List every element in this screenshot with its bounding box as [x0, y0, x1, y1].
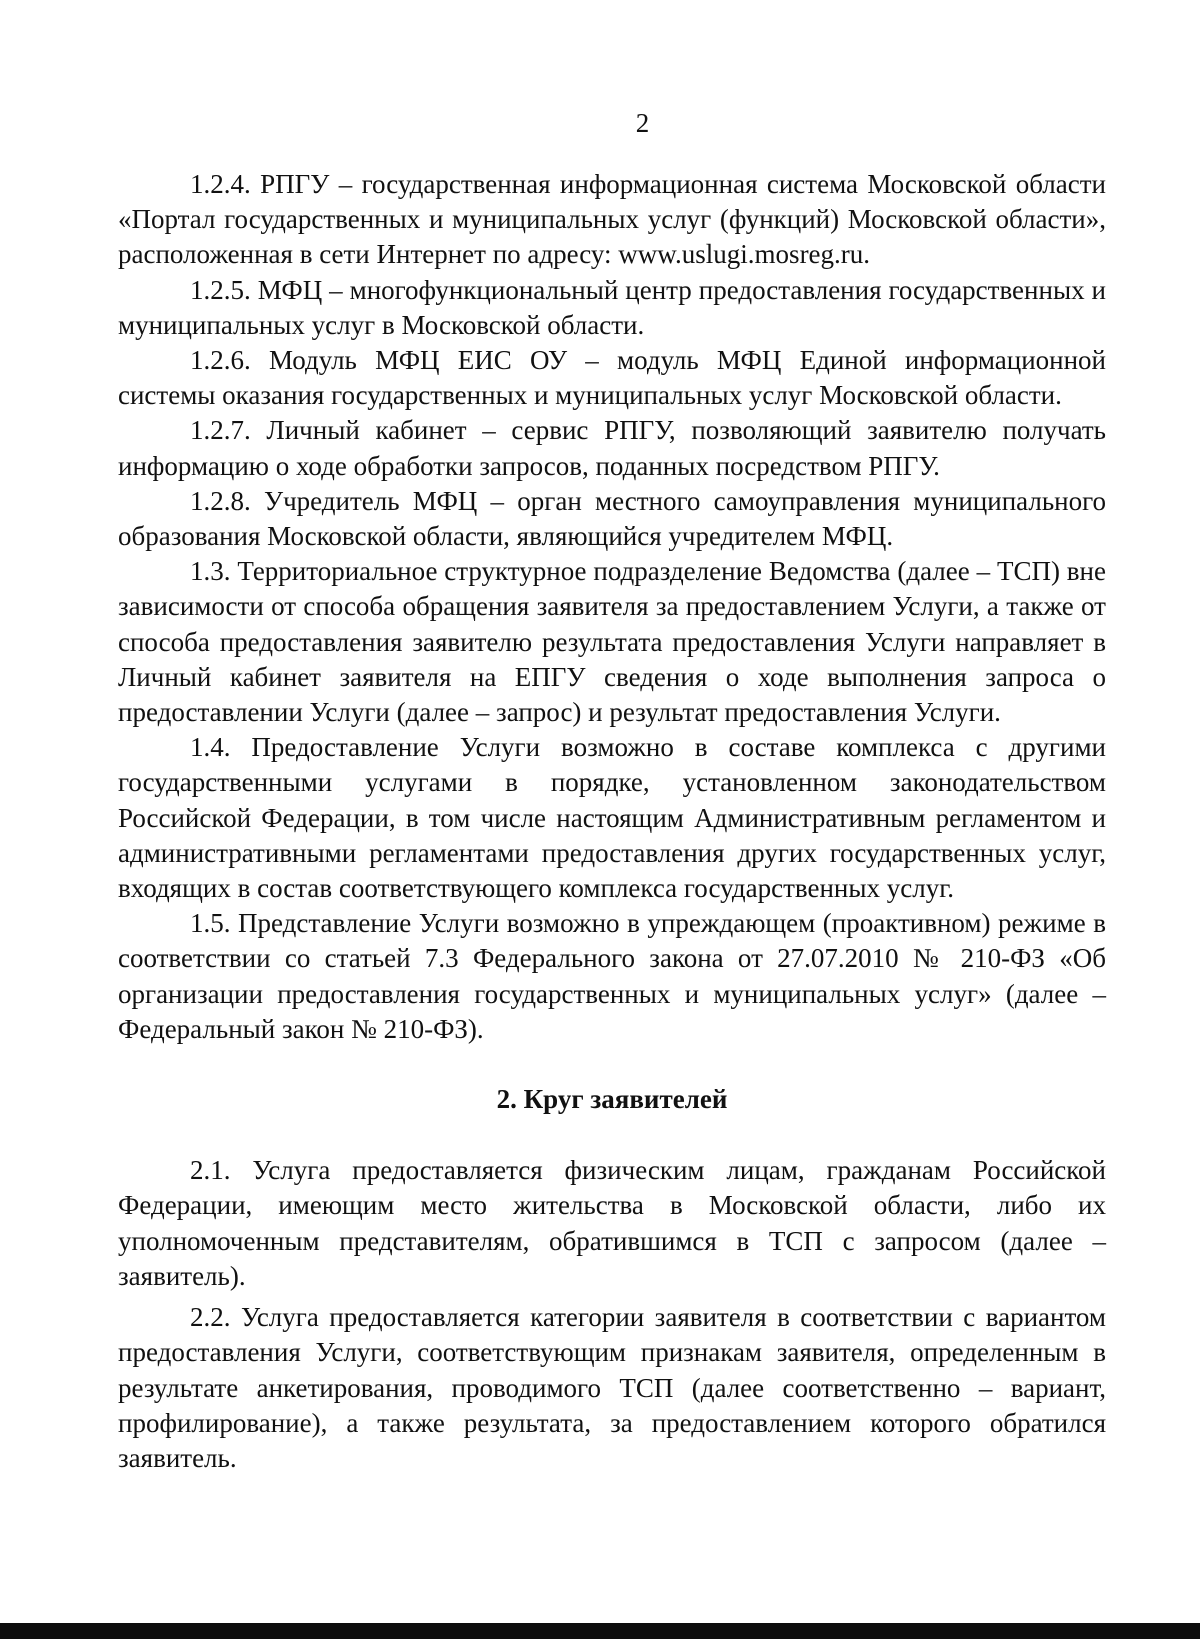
page-number: 2 [635, 108, 650, 138]
scan-bottom-edge [0, 1623, 1200, 1639]
document-body [118, 167, 1106, 1476]
paragraph-1-5: 1.5. Представление Услуги возможно в упреждающем (проактивном) режиме в соответствии со статьей 7.3 Федерального закона от 27.07.2010 № 210-ФЗ «Об организации предоставления государственных и муниципальных услуг» (далее – Федеральный закон № 210-ФЗ). [118, 908, 1106, 1044]
paragraph-1-4: 1.4. Предоставление Услуги возможно в составе комплекса с другими государственными услугами в порядке, установленном законодательством Российской Федерации, в том числе настоящим Административным регламентом и административными регламентами предоставления других государственных услуг, входящих в состав соответствующего комплекса государственных услуг. [118, 732, 1106, 904]
paragraph-1-2-5: 1.2.5. МФЦ – многофункциональный центр предоставления государственных и муниципальных услуг в Московской области. [118, 274, 1106, 340]
paragraph-2-2: 2.2. Услуга предоставляется категории заявителя в соответствии с вариантом предоставления Услуги, соответствующим признакам заявителя, определенным в результате анкетирования, проводимого ТСП (далее соответственно – вариант, профилирование), а также результата, за предоставлением которого обратился заявитель. [118, 1302, 1106, 1473]
paragraph-1-2-6: 1.2.6. Модуль МФЦ ЕИС ОУ – модуль МФЦ Единой информационной системы оказания государственных и муниципальных услуг Московской области. [118, 345, 1106, 411]
paragraph-2-1: 2.1. Услуга предоставляется физическим лицам, гражданам Российской Федерации, имеющим место жительства в Московской области, либо их уполномоченным представителям, обратившимся в ТСП с запросом (далее – заявитель). [118, 1155, 1106, 1291]
paragraph-1-2-7: 1.2.7. Личный кабинет – сервис РПГУ, позволяющий заявителю получать информацию о ходе обработки запросов, поданных посредством РПГУ. [118, 415, 1106, 481]
section-heading-applicants: 2. Круг заявителей [496, 1084, 728, 1115]
paragraph-1-2-8: 1.2.8. Учредитель МФЦ – орган местного самоуправления муниципального образования Московской области, являющийся учредителем МФЦ. [118, 485, 1106, 552]
paragraph-1-3: 1.3. Территориальное структурное подразделение Ведомства (далее – ТСП) вне зависимости от способа обращения заявителя за предоставлением Услуги, а также от способа предоставления заявителю результата предоставления Услуги направляет в Личный кабинет заявителя на ЕПГУ сведения о ходе выполнения запроса о предоставлении Услуги (далее – запрос) и результат предоставления Услуги. [118, 556, 1106, 728]
paragraph-1-2-4: 1.2.4. РПГУ – государственная информационная система Московской области «Портал государственных и муниципальных услуг (функций) Московской области», расположенная в сети Интернет по адресу: www.uslugi.mosreg.ru. [118, 169, 1106, 270]
